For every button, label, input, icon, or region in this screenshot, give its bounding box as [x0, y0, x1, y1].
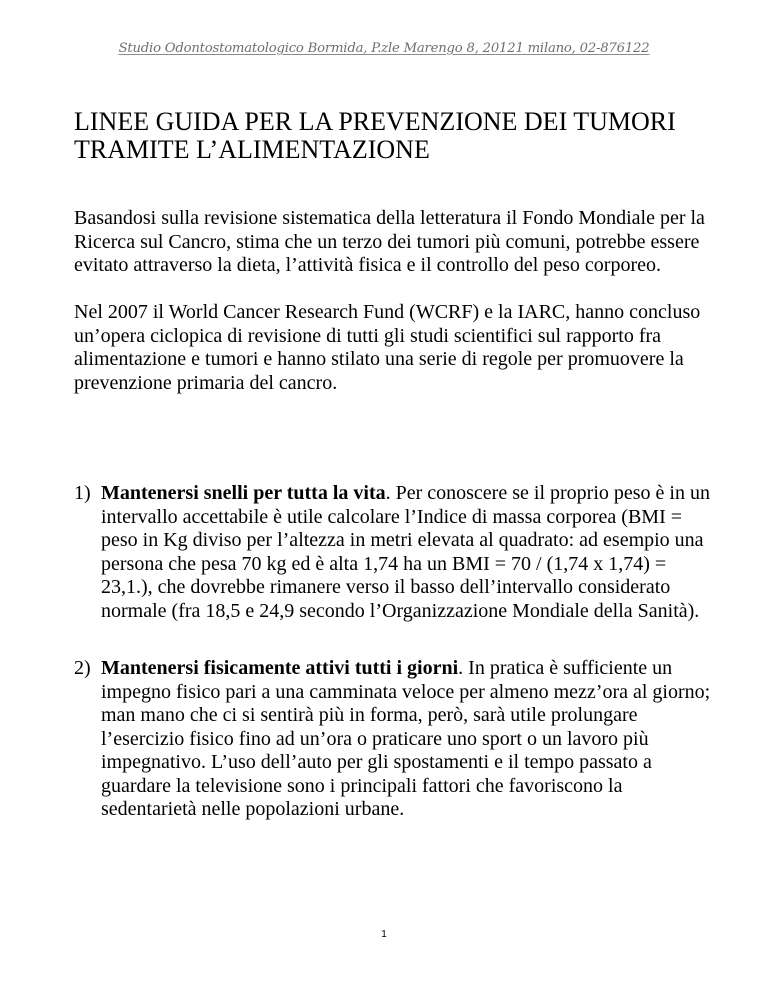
guideline-number: 1) [74, 482, 91, 504]
guidelines-list [74, 482, 714, 822]
intro-paragraph-1: Basandosi sulla revisione sistematica della letteratura il Fondo Mondiale per la Ricerca sul Cancro, stima che un terzo dei tumori più comuni, potrebbe essere evitato attraverso la dieta, l’attività fisica e il controllo del peso corporeo. [74, 207, 705, 276]
header-practice-info: Studio Odontostomatologico Bormida, P.zle Marengo 8, 20121 milano, 02-876122 [118, 41, 650, 56]
document-title [74, 108, 714, 164]
guideline-text: . In pratica è sufficiente un impegno fisico pari a una camminata veloce per almeno mezz’ora al giorno; man mano che ci si sentirà più in forma, però, sarà utile prolungare l’esercizio fisico fino ad un’ora o praticare uno sport o un lavoro più impegnativo. L’uso dell’auto per gli spostamenti e il tempo passato a guardare la televisione sono i principali fattori che favoriscono la sedentarietà nelle popolazioni urbane. [101, 657, 711, 820]
guideline-text: . Per conoscere se il proprio peso è in un intervallo accettabile è utile calcolare l’Indice di massa corporea (BMI = peso in Kg diviso per l’altezza in metri elevata al quadrato: ad esempio una persona che pesa 70 kg ed è alta 1,74 ha un BMI = 70 / (1,74 x 1,74) = 23,1.), che dovrebbe rimanere verso il basso dell’intervallo considerato normale (fra 18,5 e 24,9 secondo l’Organizzazione Mondiale della Sanità). [101, 482, 710, 622]
guideline-item-1 [74, 482, 714, 623]
guideline-item-2 [74, 657, 714, 822]
title-line-2: TRAMITE L’ALIMENTAZIONE [74, 135, 430, 164]
guideline-number: 2) [74, 657, 91, 679]
title-line-1: LINEE GUIDA PER LA PREVENZIONE DEI TUMORI [74, 107, 676, 136]
page-number: 1 [381, 929, 387, 940]
intro-paragraph-2: Nel 2007 il World Cancer Research Fund (WCRF) e la IARC, hanno concluso un’opera ciclopica di revisione di tutti gli studi scientifici sul rapporto fra alimentazione e tumori e hanno stilato una serie di regole per promuovere la prevenzione primaria del cancro. [74, 301, 701, 394]
guideline-heading: Mantenersi snelli per tutta la vita [101, 482, 386, 504]
page-header [0, 41, 768, 56]
guideline-heading: Mantenersi fisicamente attivi tutti i giorni [101, 657, 459, 679]
